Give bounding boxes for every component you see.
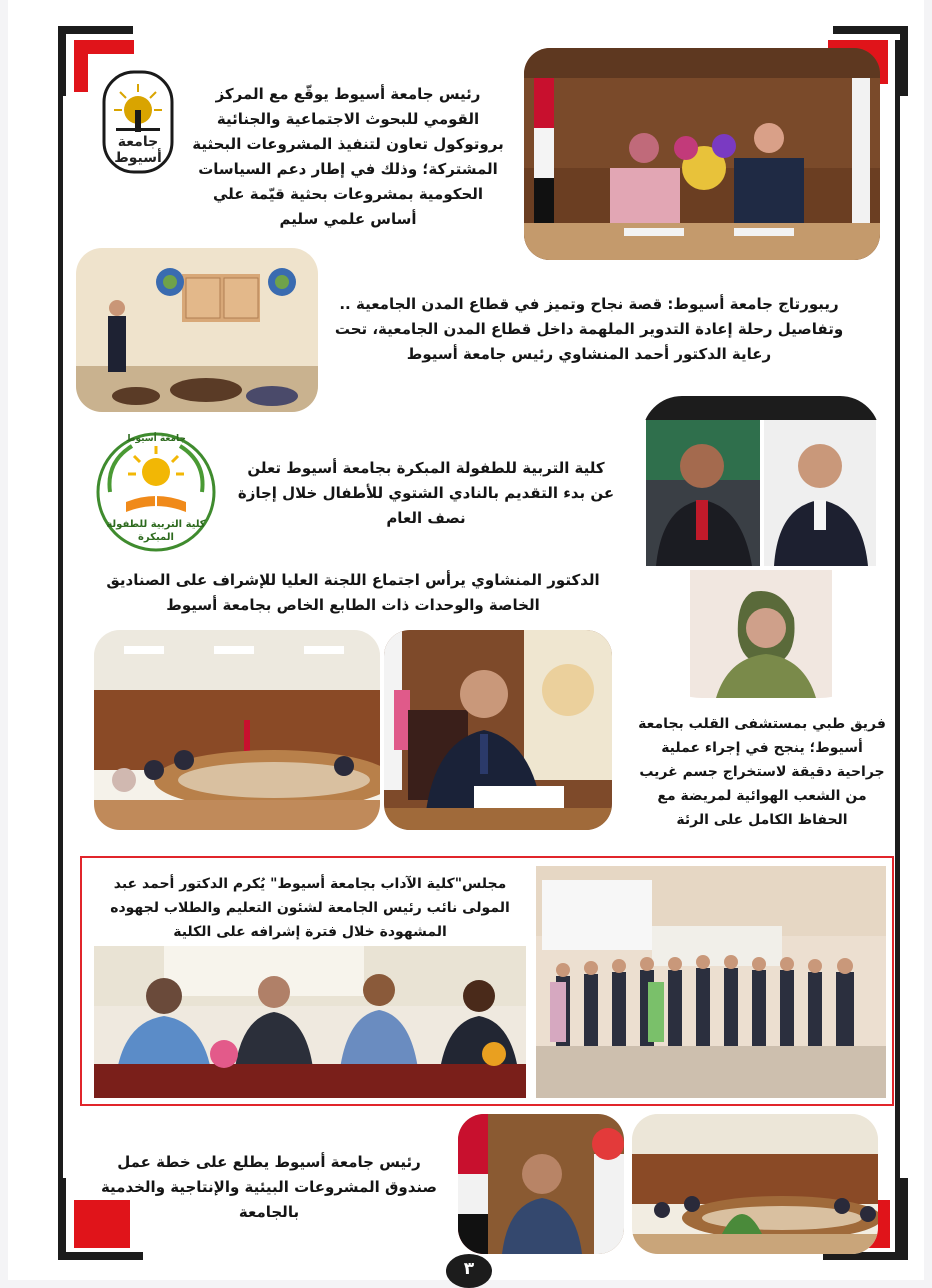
photo-reportage [76,248,318,412]
photo-fund-plan-meeting [632,1114,878,1254]
frame-right-line [895,40,900,1255]
article-protocol: رئيس جامعة أسيوط يوقّع مع المركز القومي للبحوث الاجتماعية والجنائية بروتوكول تعاون لتنفيذ المشروعات البحثية المشتركة؛ وذلك في إطار دعم السياسات الحكومية بمشروعات بحثية قيّمة علي أساس علمي سليم [192,85,504,228]
page-number: ٣ [446,1254,492,1288]
article-heart-team: فريق طبي بمستشفى القلب بجامعة أسيوط؛ ينجح في إجراء عملية جراحية دقيقة لاستخراج جسم غريب من الشعب الهوائية لمريضة مع الحفاظ الكامل على الرئة [638,716,886,828]
corner-top-right-black [833,26,908,34]
article-fund-plan: رئيس جامعة أسيوط يطلع على خطة عمل صندوق المشروعات البيئية والإنتاجية والخدمية بالجامعة [100,1153,438,1221]
frame-left-line [58,40,63,1255]
faculty-logo-bottom-text: كلية التربية للطفولة المبكرة [106,519,206,543]
university-logo-text-2: أسيوط [114,150,162,166]
photo-arts-council-table [94,946,526,1098]
photo-committee-meeting [94,630,380,830]
university-logo-text-1: جامعة [117,134,159,150]
article-reportage: ريبورتاج جامعة أسيوط: قصة نجاح وتميز في قطاع المدن الجامعية .. وتفاصيل رحلة إعادة التدوير الملهمة داخل قطاع المدن الجامعية، تحت رعاية الدكتور أحمد المنشاوي رئيس جامعة أسيوط [334,295,844,363]
corner-bottom-right-black [900,1178,908,1260]
faculty-logo-top-text: جامعة أسيوط [126,434,186,444]
corner-top-left-black-v [58,26,66,96]
corner-top-left-black [58,26,133,34]
article-kindergarten: كلية التربية للطفولة المبكرة بجامعة أسيوط تعلن عن بدء التقديم بالنادي الشتوي للأطفال خلال إجازة نصف العام [237,459,615,527]
university-logo [102,70,174,174]
photo-fund-plan-president [458,1114,624,1254]
corner-bottom-left-black [58,1178,66,1260]
corner-bottom-left-black-h [58,1252,143,1260]
photo-arts-council-group [536,866,886,1098]
magazine-page [8,0,924,1280]
photo-medical-team [642,396,880,698]
article-committee: الدكتور المنشاوي يرأس اجتماع اللجنة العليا للإشراف على الصناديق الخاصة والوحدات ذات الطابع الخاص بجامعة أسيوط [106,571,600,614]
corner-top-right-black-v [900,26,908,96]
faculty-logo [92,432,220,554]
corner-top-left-red-v [74,40,88,92]
photo-president-committee [384,630,612,830]
article-arts-council: مجلس"كلية الآداب بجامعة أسيوط" يُكرم الدكتور أحمد عبد المولى نائب رئيس الجامعة لشئون التعليم والطلاب لجهوده المشهودة خلال فترة إشرافه على الكلية [110,876,510,940]
photo-protocol-signing [524,48,880,260]
